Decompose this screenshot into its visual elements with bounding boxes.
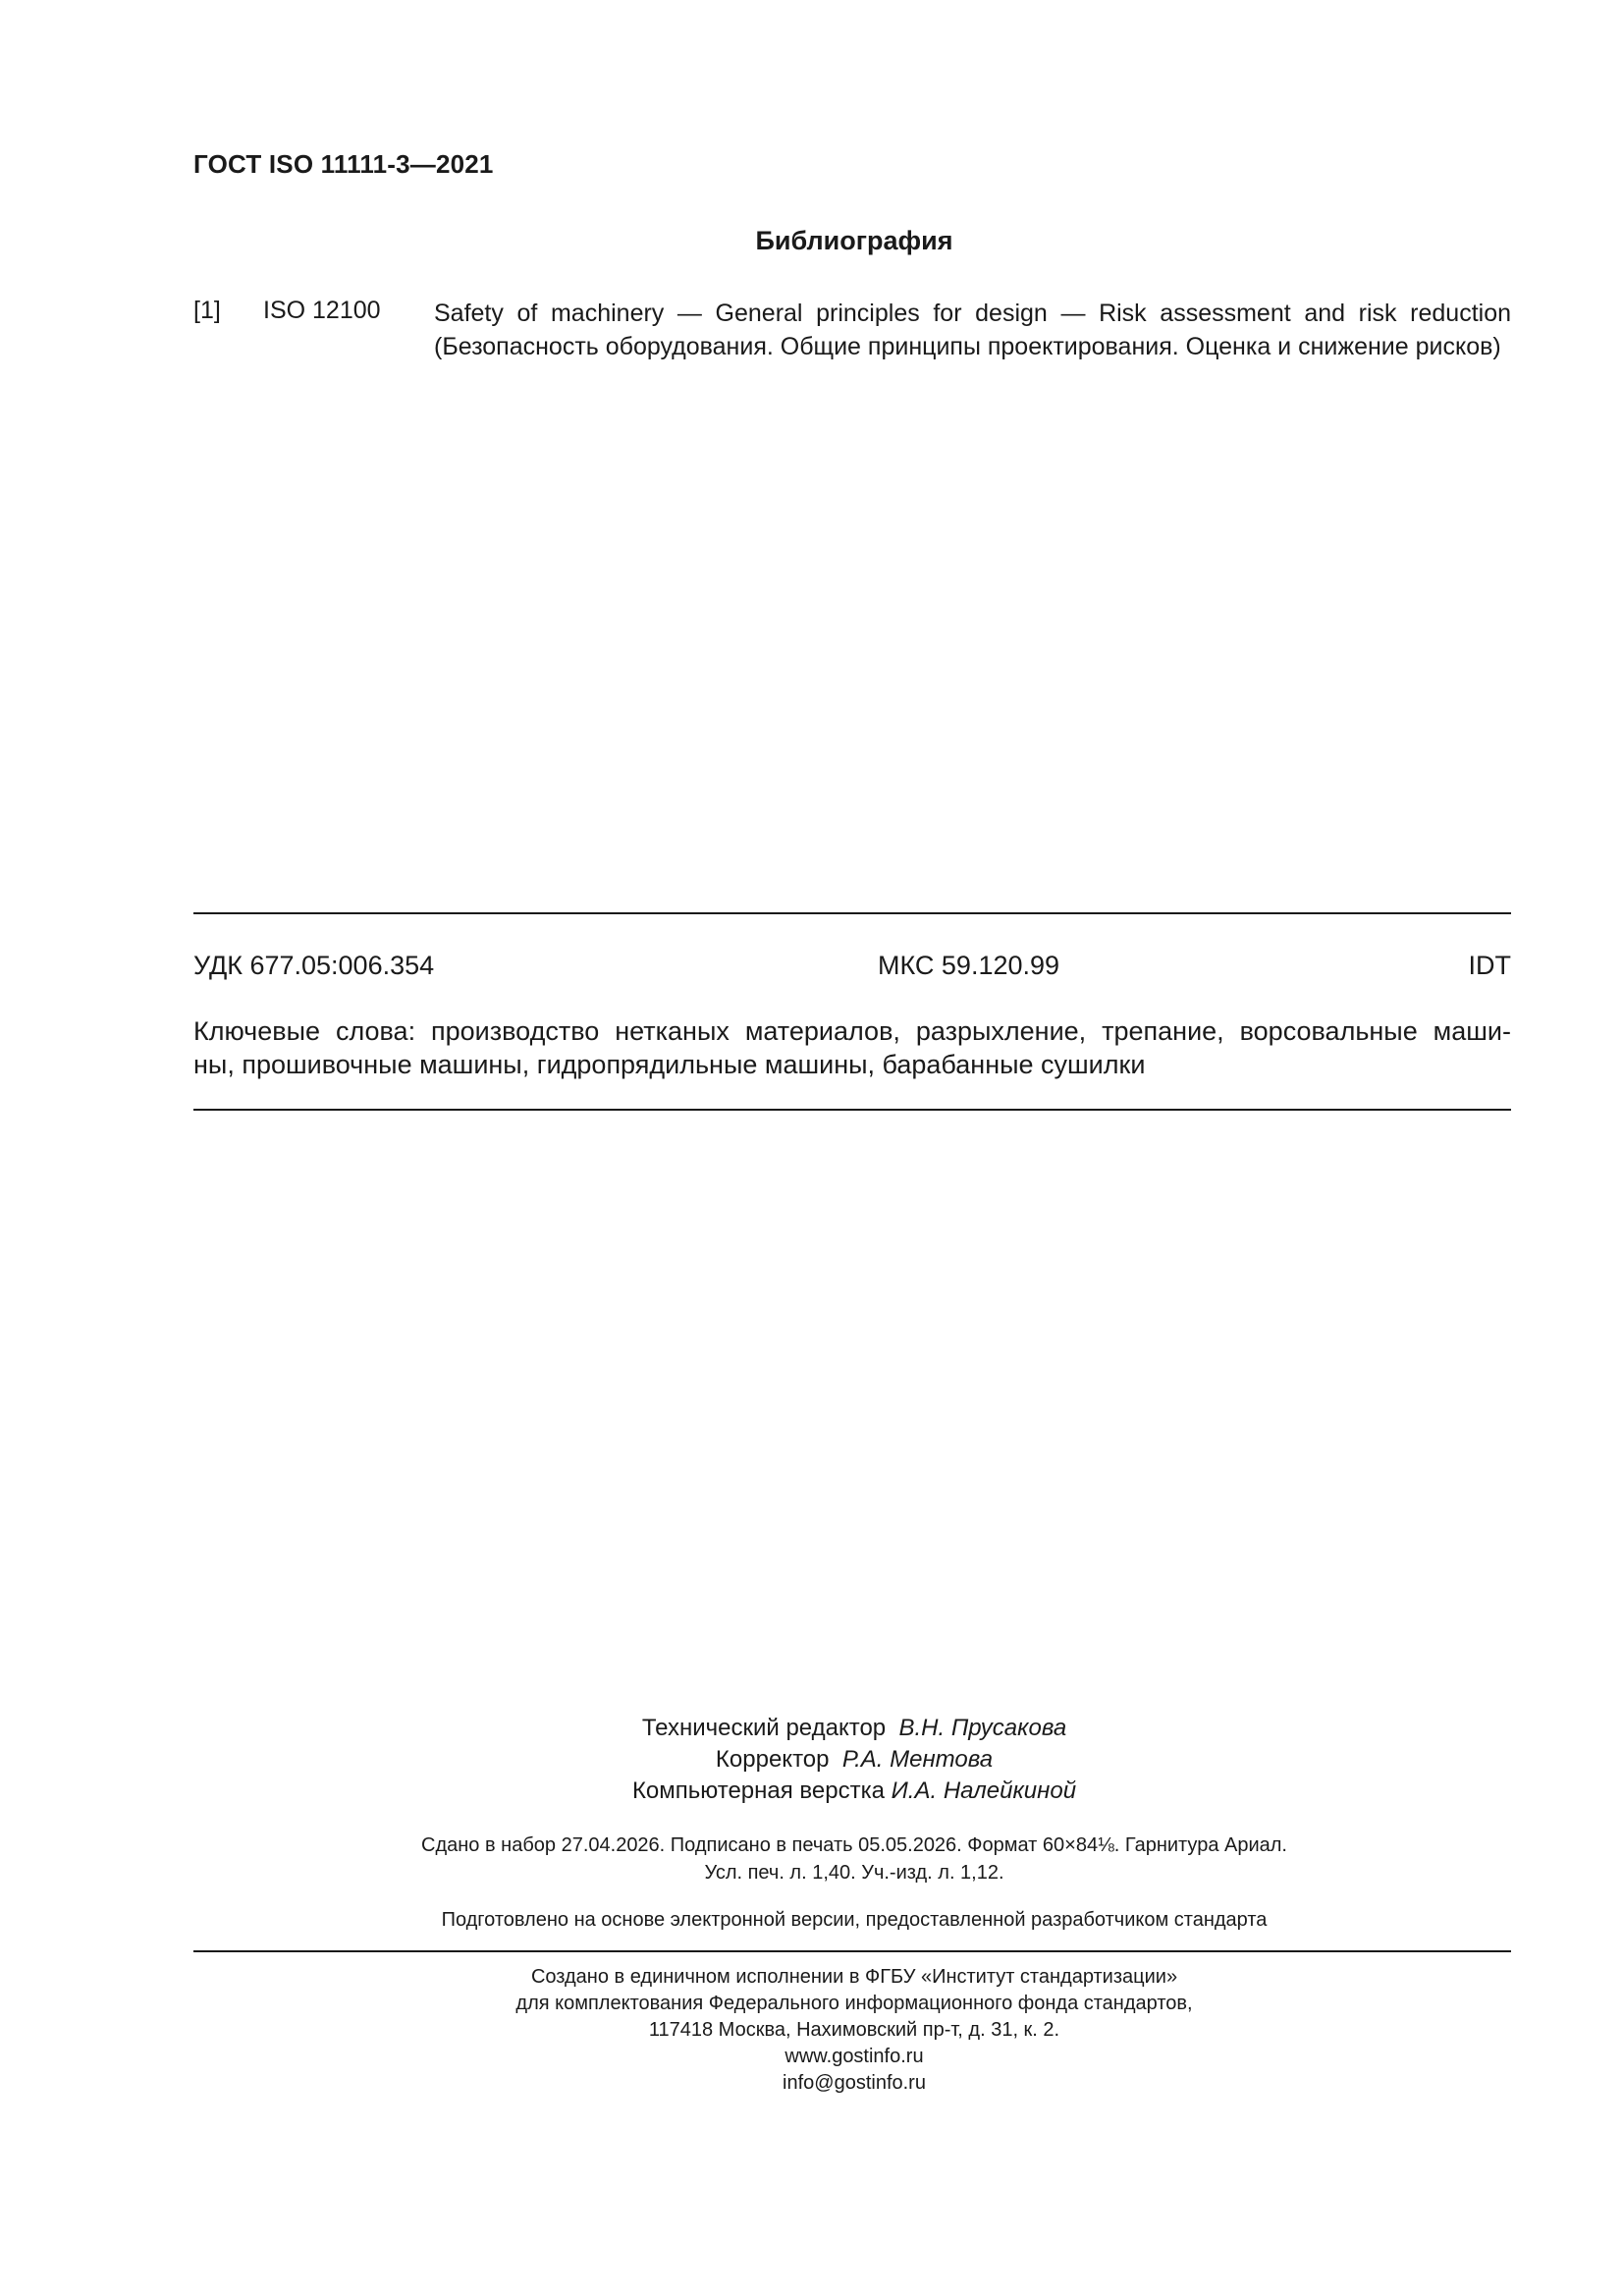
udk-code: УДК 677.05:006.354 xyxy=(193,951,435,980)
footer-line-2: для комплектования Федерального информационного фонда стандартов, xyxy=(515,1993,1193,2014)
tech-editor-role: Технический редактор xyxy=(641,1715,887,1741)
divider-top xyxy=(193,912,1511,914)
divider-middle xyxy=(193,1109,1511,1111)
mks-code: МКС 59.120.99 xyxy=(878,951,1060,980)
document-code: ГОСТ ISO 11111-3—2021 xyxy=(193,149,494,179)
reference-description xyxy=(434,297,1511,363)
keywords-line-1: Ключевые слова: производство нетканых материалов, разрыхление, трепание, ворсовальные маши- xyxy=(193,1016,1511,1046)
tech-editor-row xyxy=(0,1713,1623,1744)
prepared-note: Подготовлено на основе электронной версии, предоставленной разработчиком стандарта xyxy=(441,1909,1268,1931)
keywords-line-2: ны, прошивочные машины, гидропрядильные машины, барабанные сушилки xyxy=(193,1050,1146,1079)
editorial-staff xyxy=(0,1713,1623,1807)
divider-bottom xyxy=(193,1950,1511,1952)
print-info-line-2: Усл. печ. л. 1,40. Уч.-изд. л. 1,12. xyxy=(704,1862,1004,1884)
corrector-name: Р.А. Ментова xyxy=(841,1746,994,1773)
website-link[interactable]: www.gostinfo.ru xyxy=(784,2046,924,2067)
corrector-row xyxy=(0,1744,1623,1776)
layout-row xyxy=(0,1776,1623,1807)
keywords xyxy=(193,1014,1511,1081)
footer-line-1: Создано в единичном исполнении в ФГБУ «Институт стандартизации» xyxy=(530,1966,1178,1988)
tech-editor-name: В.Н. Прусакова xyxy=(898,1715,1067,1741)
reference-title-ru: (Безопасность оборудования. Общие принципы проектирования. Оценка и снижение рисков) xyxy=(434,333,1501,360)
reference-standard-code: ISO 12100 xyxy=(263,297,381,324)
corrector-role: Корректор xyxy=(715,1746,830,1773)
print-info-line-1: Сдано в набор 27.04.2026. Подписано в печать 05.05.2026. Формат 60×84⅛. Гарнитура Ариал. xyxy=(421,1834,1287,1856)
bibliography-title: Библиография xyxy=(755,226,953,255)
layout-role: Компьютерная верстка xyxy=(631,1777,885,1804)
footer-line-3: 117418 Москва, Нахимовский пр-т, д. 31, к. 2. xyxy=(648,2019,1060,2041)
print-info xyxy=(0,1831,1623,1886)
equivalence-degree: IDT xyxy=(1468,951,1511,980)
footer-contacts xyxy=(0,2044,1623,2097)
layout-name: И.А. Налейкиной xyxy=(891,1777,1077,1804)
publisher-footer xyxy=(0,1964,1623,2097)
reference-number: [1] xyxy=(193,297,221,324)
reference-title-en: Safety of machinery — General principles for design — Risk assessment and risk reduction xyxy=(434,300,1511,327)
email-link[interactable]: info@gostinfo.ru xyxy=(783,2072,926,2094)
